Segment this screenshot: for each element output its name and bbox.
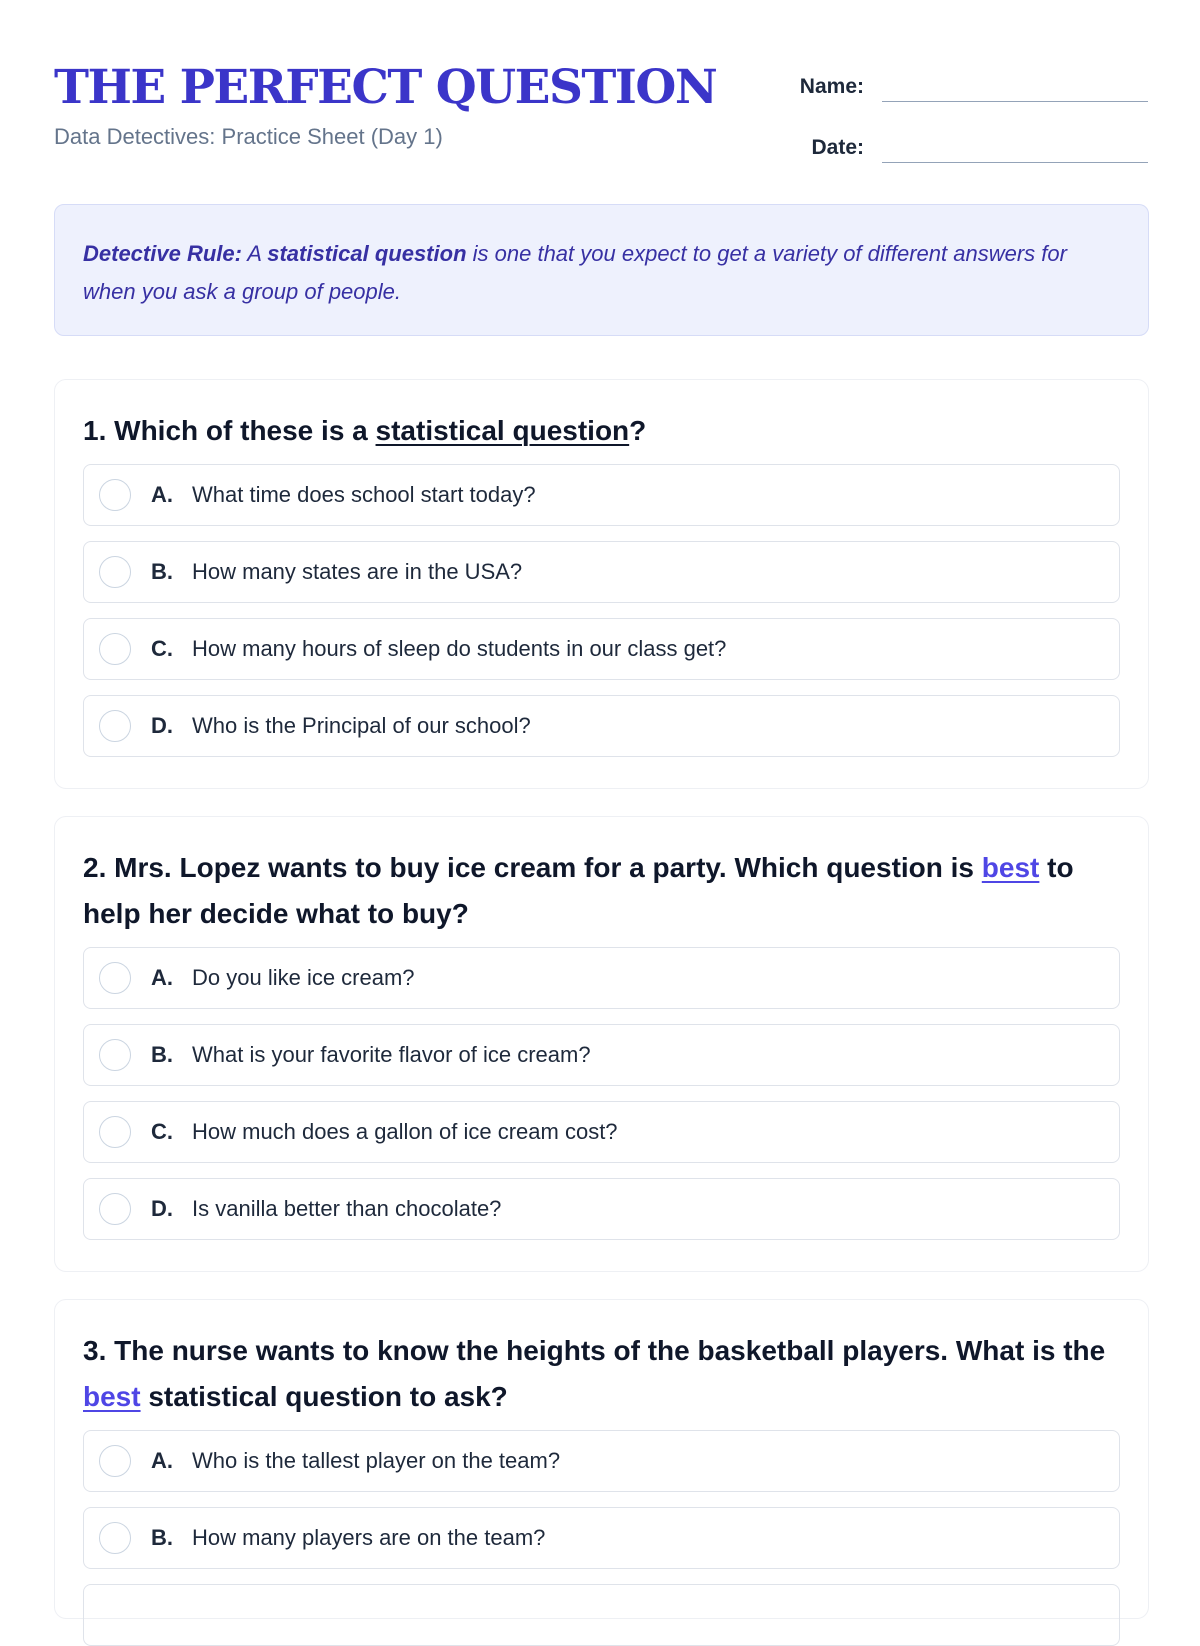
answer-options bbox=[83, 947, 1120, 1240]
option-text: Who is the tallest player on the team? bbox=[192, 1448, 561, 1473]
option-text: How much does a gallon of ice cream cost? bbox=[192, 1119, 618, 1144]
answer-option-c[interactable] bbox=[83, 618, 1120, 680]
answer-option-b[interactable] bbox=[83, 1507, 1120, 1569]
date-label: Date: bbox=[811, 136, 864, 159]
option-text: How many states are in the USA? bbox=[192, 559, 523, 584]
question-card-1 bbox=[54, 379, 1149, 789]
option-text: Do you like ice cream? bbox=[192, 965, 415, 990]
name-field bbox=[0, 69, 1200, 99]
answer-option-d[interactable] bbox=[83, 1178, 1120, 1240]
option-letter: D. bbox=[151, 713, 173, 738]
question-card-3 bbox=[54, 1299, 1149, 1619]
option-letter: A. bbox=[151, 965, 173, 990]
radio-button[interactable] bbox=[99, 479, 131, 511]
radio-button[interactable] bbox=[99, 710, 131, 742]
rule-term: statistical question bbox=[267, 241, 467, 266]
option-letter: D. bbox=[151, 1196, 173, 1221]
question-emphasis: best bbox=[981, 852, 1040, 883]
option-letter: A. bbox=[151, 1448, 173, 1473]
radio-button[interactable] bbox=[99, 1193, 131, 1225]
option-text: How many hours of sleep do students in our class get? bbox=[192, 636, 727, 661]
name-label: Name: bbox=[799, 75, 864, 98]
rule-label: Detective Rule: bbox=[83, 241, 242, 266]
question-text bbox=[83, 845, 1120, 937]
answer-option-c-partial[interactable] bbox=[83, 1584, 1120, 1646]
name-line[interactable] bbox=[882, 101, 1148, 102]
question-suffix: statistical question to ask? bbox=[148, 1381, 508, 1412]
detective-rule-box bbox=[54, 204, 1149, 336]
radio-button[interactable] bbox=[99, 1445, 131, 1477]
answer-option-a[interactable] bbox=[83, 947, 1120, 1009]
answer-option-a[interactable] bbox=[83, 1430, 1120, 1492]
question-text bbox=[83, 408, 1120, 454]
question-emphasis: statistical question bbox=[375, 415, 630, 446]
date-field bbox=[0, 130, 1200, 160]
option-letter: A. bbox=[151, 482, 173, 507]
option-text: Is vanilla better than chocolate? bbox=[192, 1196, 502, 1221]
radio-button[interactable] bbox=[99, 1522, 131, 1554]
question-suffix: ? bbox=[629, 415, 647, 446]
question-prefix: Which of these is a bbox=[114, 415, 368, 446]
rule-text-a: A bbox=[247, 241, 262, 266]
question-number: 3. bbox=[83, 1335, 107, 1366]
question-card-2 bbox=[54, 816, 1149, 1272]
answer-options bbox=[83, 464, 1120, 757]
date-line[interactable] bbox=[882, 162, 1148, 163]
option-text: What time does school start today? bbox=[192, 482, 536, 507]
page-subtitle: Data Detectives: Practice Sheet (Day 1) bbox=[54, 124, 443, 149]
answer-option-b[interactable] bbox=[83, 1024, 1120, 1086]
radio-button[interactable] bbox=[99, 633, 131, 665]
option-letter: C. bbox=[151, 1119, 173, 1144]
question-emphasis: best bbox=[83, 1381, 141, 1412]
question-number: 2. bbox=[83, 852, 107, 883]
answer-option-a[interactable] bbox=[83, 464, 1120, 526]
answer-options bbox=[83, 1430, 1120, 1646]
question-prefix: Mrs. Lopez wants to buy ice cream for a party. Which question is bbox=[114, 852, 975, 883]
option-text: Who is the Principal of our school? bbox=[192, 713, 531, 738]
option-letter: B. bbox=[151, 1525, 173, 1550]
option-letter: B. bbox=[151, 559, 173, 584]
option-text: What is your favorite flavor of ice cream? bbox=[192, 1042, 591, 1067]
answer-option-c[interactable] bbox=[83, 1101, 1120, 1163]
question-number: 1. bbox=[83, 415, 107, 446]
rule-text-b: is one that you expect to get a variety of different answers for when you ask a group of people. bbox=[83, 241, 1067, 304]
radio-button[interactable] bbox=[99, 1116, 131, 1148]
radio-button[interactable] bbox=[99, 556, 131, 588]
option-letter: B. bbox=[151, 1042, 173, 1067]
question-text bbox=[83, 1328, 1120, 1420]
option-text: How many players are on the team? bbox=[192, 1525, 546, 1550]
radio-button[interactable] bbox=[99, 1039, 131, 1071]
option-letter: C. bbox=[151, 636, 173, 661]
answer-option-d[interactable] bbox=[83, 695, 1120, 757]
question-suffix: to help her decide what to buy? bbox=[83, 852, 1074, 929]
question-prefix: The nurse wants to know the heights of the basketball players. What is the bbox=[114, 1335, 1106, 1366]
answer-option-b[interactable] bbox=[83, 541, 1120, 603]
page-title: THE PERFECT QUESTION bbox=[54, 60, 717, 115]
radio-button[interactable] bbox=[99, 962, 131, 994]
